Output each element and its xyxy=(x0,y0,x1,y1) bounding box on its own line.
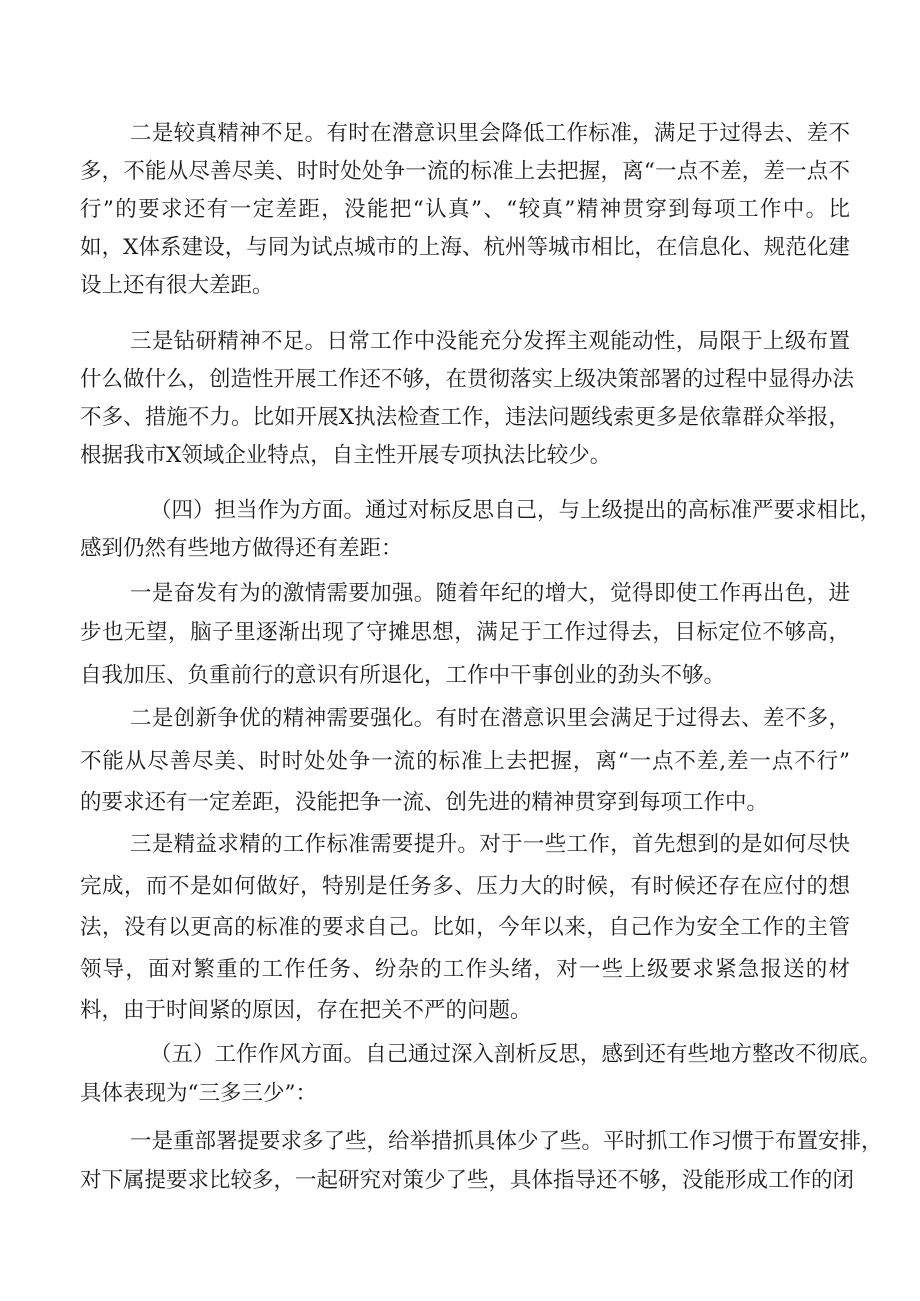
paragraph-line: 什么做什么，创造性开展工作还不够，在贯彻落实上级决策部署的过程中显得办法 xyxy=(80,367,855,392)
paragraph-line: 不多、措施不力。比如开展X执法检查工作，违法问题线索更多是依靠群众举报， xyxy=(80,405,850,430)
paragraph-line: 行”的要求还有一定差距，没能把“认真”、“较真”精神贯穿到每项工作中。比 xyxy=(80,197,850,222)
paragraph-line: 完成，而不是如何做好，特别是任务多、压力大的时候，有时候还存在应付的想 xyxy=(80,874,850,899)
paragraph-line: 多，不能从尽善尽美、时时处处争一流的标准上去把握，离“一点不差，差一点不 xyxy=(80,159,850,184)
paragraph-line: 二是较真精神不足。有时在潜意识里会降低工作标准，满足于过得去、差不 xyxy=(130,121,850,146)
paragraph-line: 步也无望，脑子里逐渐出现了守摊思想，满足于工作过得去，目标定位不够高， xyxy=(80,620,850,645)
paragraph-line: 领导，面对繁重的工作任务、纷杂的工作头绪，对一些上级要求紧急报送的材 xyxy=(80,957,850,982)
paragraph-line: 三是钻研精神不足。日常工作中没能充分发挥主观能动性，局限于上级布置 xyxy=(130,329,850,354)
paragraph-line: 根据我市X领域企业特点，自主性开展专项执法比较少。 xyxy=(80,443,612,468)
paragraph-line: 一是奋发有为的激情需要加强。随着年纪的增大，觉得即使工作再出色，进 xyxy=(130,581,850,606)
paragraph-line: 自我加压、负重前行的意识有所退化，工作中干事创业的劲头不够。 xyxy=(80,663,726,688)
paragraph-line: 料，由于时间紧的原因，存在把关不严的问题。 xyxy=(80,998,532,1023)
paragraph-line: 对下属提要求比较多，一起研究对策少了些，具体指导还不够，没能形成工作的闭 xyxy=(80,1168,855,1193)
section-heading-line: （五）工作作风方面。自己通过深入剖析反思，感到还有些地方整改不彻底。 xyxy=(150,1042,882,1067)
paragraph-line: 一是重部署提要求多了些，给举措抓具体少了些。平时抓工作习惯于布置安排， xyxy=(130,1129,883,1154)
paragraph-line: 三是精益求精的工作标准需要提升。对于一些工作，首先想到的是如何尽快 xyxy=(130,832,850,857)
paragraph-line: 感到仍然有些地方做得还有差距： xyxy=(80,536,403,561)
paragraph-line: 如，X体系建设，与同为试点城市的上海、杭州等城市相比，在信息化、规范化建 xyxy=(80,235,850,260)
paragraph-line: 法，没有以更高的标准的要求自己。比如，今年以来，自己作为安全工作的主管 xyxy=(80,915,850,940)
paragraph-line: 具体表现为“三多三少”： xyxy=(80,1081,317,1106)
paragraph-line: 的要求还有一定差距，没能把争一流、创先进的精神贯穿到每项工作中。 xyxy=(80,790,769,815)
section-heading-line: （四）担当作为方面。通过对标反思自己，与上级提出的高标准严要求相比， xyxy=(150,498,882,523)
paragraph-line: 设上还有很大差距。 xyxy=(80,273,274,298)
paragraph-line: 二是创新争优的精神需要强化。有时在潜意识里会满足于过得去、差不多， xyxy=(130,706,850,731)
paragraph-line: 不能从尽善尽美、时时处处争一流的标准上去把握，离“一点不差,差一点不行” xyxy=(80,749,850,774)
